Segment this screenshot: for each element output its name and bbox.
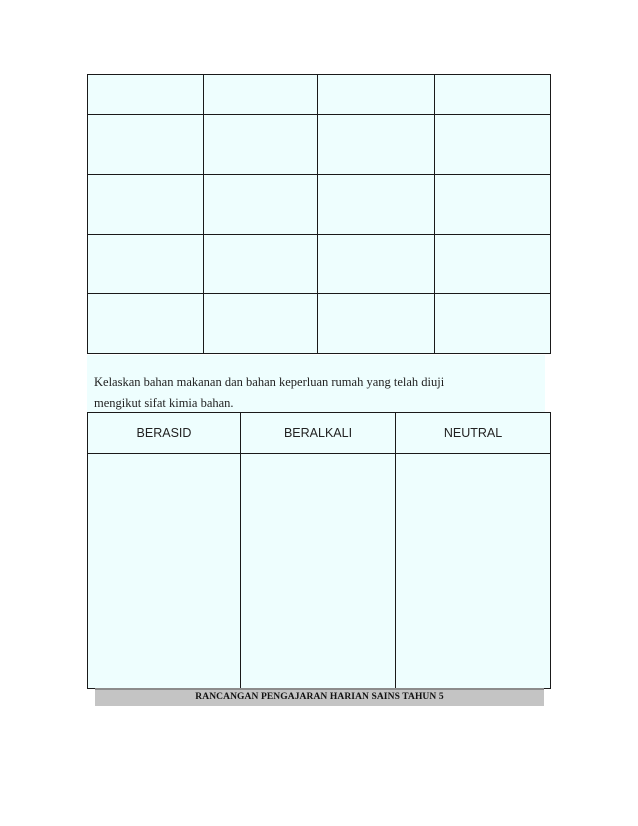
table-cell[interactable] (88, 75, 204, 115)
table-cell[interactable] (435, 234, 551, 294)
table-cell[interactable] (318, 75, 435, 115)
table-cell[interactable] (435, 115, 551, 175)
instruction-line: Kelaskan bahan makanan dan bahan keperluan rumah yang telah diuji (94, 375, 445, 389)
header-neutral: NEUTRAL (396, 413, 551, 454)
header-beralkali: BERALKALI (241, 413, 396, 454)
table-row (88, 234, 551, 294)
table-row (88, 75, 551, 115)
instruction-line: mengikut sifat kimia bahan. (94, 396, 234, 410)
table-cell[interactable] (204, 234, 318, 294)
table-row (88, 175, 551, 235)
table-cell[interactable] (204, 115, 318, 175)
table-row (88, 454, 551, 689)
table-cell[interactable] (318, 115, 435, 175)
table-cell[interactable] (88, 115, 204, 175)
table-cell[interactable] (88, 175, 204, 235)
page-footer (95, 688, 544, 706)
table-cell[interactable] (435, 75, 551, 115)
table-cell[interactable] (435, 175, 551, 235)
table-cell[interactable] (204, 294, 318, 354)
beralkali-column-cell[interactable] (241, 454, 396, 689)
table-header-row (88, 413, 551, 454)
table-cell[interactable] (204, 75, 318, 115)
footer-text: RANCANGAN PENGAJARAN HARIAN SAINS TAHUN 5 (195, 692, 444, 702)
empty-grid-table (87, 74, 551, 354)
table-cell[interactable] (88, 294, 204, 354)
classification-table (87, 412, 551, 689)
table-cell[interactable] (435, 294, 551, 354)
table-cell[interactable] (318, 234, 435, 294)
table-cell[interactable] (204, 175, 318, 235)
table-cell[interactable] (318, 175, 435, 235)
table-row (88, 294, 551, 354)
header-berasid: BERASID (88, 413, 241, 454)
neutral-column-cell[interactable] (396, 454, 551, 689)
berasid-column-cell[interactable] (88, 454, 241, 689)
table-cell[interactable] (318, 294, 435, 354)
instruction-text (87, 355, 545, 412)
table-cell[interactable] (88, 234, 204, 294)
table-row (88, 115, 551, 175)
